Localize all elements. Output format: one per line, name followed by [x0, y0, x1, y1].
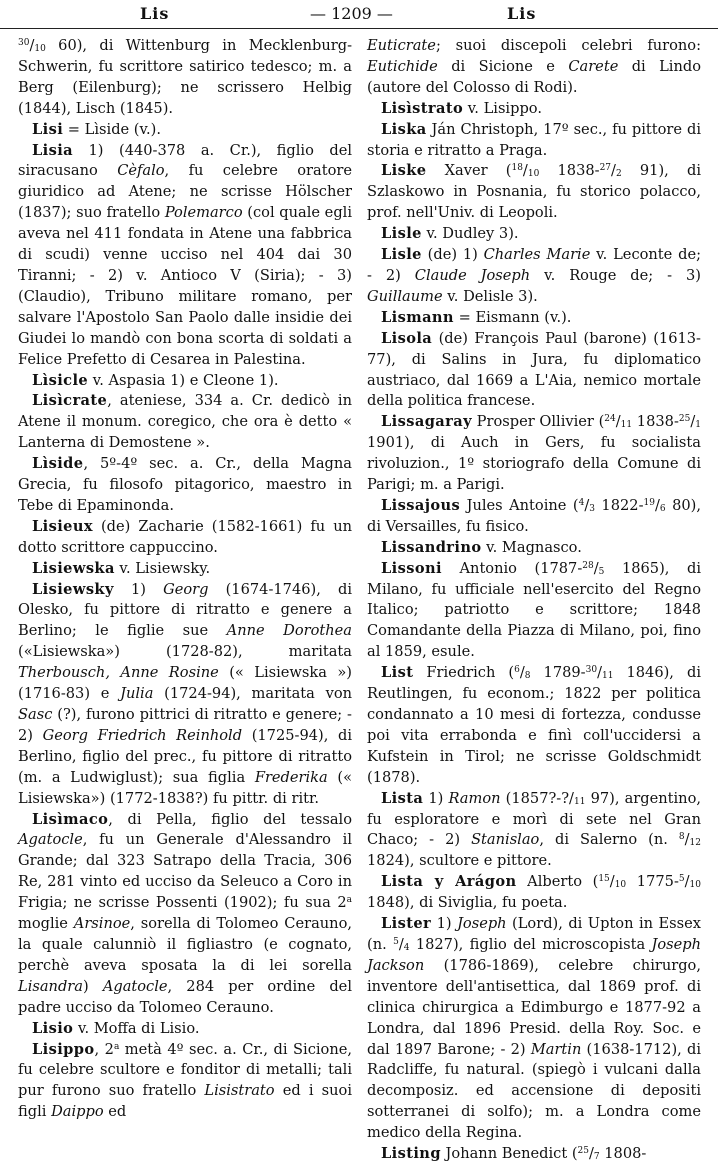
left-entry: Lìside, 5º-4º sec. a. Cr., della Magna Grecia, fu filosofo pitagorico, maestro in Tebe di Epaminonda. [18, 455, 352, 514]
right-entry: Euticrate; suoi discepoli celebri furono: Eutichide di Sicione e Carete di Lindo (autore del Colosso di Rodi). [367, 37, 701, 96]
left-entry: Lisi = Lìside (v.). [32, 120, 161, 138]
right-entry: Lissajous Jules Antoine ($^4/_3$ $1822-^{19}/_6$ 80), di Versailles, fu fisico. [367, 496, 701, 535]
left-entry: Lisio v. Moffa di Lisio. [32, 1019, 200, 1037]
right-entry: List Friedrich ($^6/_8$ $1789-^{30}/_{11}$ 1846), di Reutlingen, fu econom.; 1822 per politica condannato a 10 mesi di fortezza, condusse poi vita errabonda e finì coll'uccidersi a Kufstein in Tirol; ne scrisse Goldschmidt (1878). [367, 664, 701, 786]
page-header [0, 2, 718, 29]
right-entry: Lista y Arágon Alberto ($^{15}/_{10}$ $1775-^5/_{10}$ 1848), di Siviglia, fu poeta. [367, 873, 701, 912]
left-column [18, 36, 352, 1128]
running-head-right: Lis [507, 4, 537, 23]
left-entry: Lisiewska v. Lisiewsky. [32, 559, 211, 577]
right-entry: Listing Johann Benedict ($^{25}/_7$ 1808- [381, 1145, 647, 1163]
left-entry: Lisiewsky 1) Georg (1674-1746), di Olesko, fu pittore di ritratto e genere a Berlino; le figlie sue Anne Dorothea («Lisiewska») (1728-82), maritata Therbousch, Anne Rosine (« Lisiewska ») (1716-83) e Julia (1724-94), maritata von Sasc (?), furono pittrici di ritratto e genere; - 2) Georg Friedrich Reinhold (1725-94), di Berlino, figlio del prec., fu pittore di ritratto (m. a Ludwiglust); sua figlia Frederika (« Lisiewska») (1772-1838?) fu pittr. di ritr. [18, 580, 353, 807]
right-entry: Lisle (de) 1) Charles Marie v. Leconte de; - 2) Claude Joseph v. Rouge de; - 3) Guillaume v. Delisle 3). [367, 246, 702, 305]
right-entry: Lissoni Antonio ($1787-^{28}/_5$ 1865), di Milano, fu ufficiale nell'esercito del Regno Italico; patriotto e scrittore; 1848 Comandante della Piazza di Milano, poi, fino al 1859, esule. [367, 559, 702, 661]
right-entry: Lissandrino v. Magnasco. [381, 538, 582, 556]
left-entry: Lisìcrate, ateniese, 334 a. Cr. dedicò in Atene il monum. coregico, che ora è detto « Lanterna di Demostene ». [18, 392, 352, 452]
page-number: — 1209 — [310, 4, 393, 23]
right-entry: Lisle v. Dudley 3). [381, 225, 519, 243]
left-entry: Lisia 1) (440-378 a. Cr.), figlio del siracusano Cèfalo, fu celebre oratore giuridico ad Atene; ne scrisse Hölscher (1837); suo fratello Polemarco (col quale egli aveva nel 411 fondata in Atene una fabbrica di scudi) venne ucciso nel 404 dai 30 Tiranni; - 2) v. Antioco V (Siria); - 3) (Claudio), Tribuno militare romano, per salvare l'Apostolo San Paolo dalle insidie dei Giudei lo mandò con bona scorta di soldati a Felice Prefetto di Cesarea in Palestina. [18, 141, 352, 368]
right-entry: Liske Xaver ($^{18}/_{10}$ $1838-^{27}/_2$ 91), di Szlaskowo in Posnania, fu storico polacco, prof. nell'Univ. di Leopoli. [367, 162, 701, 222]
right-column [367, 36, 702, 1163]
right-entry: Lissagaray Prosper Ollivier ($^{24}/_{11}$ $1838-^{25}/_1$ 1901), di Auch in Gers, fu socialista rivoluzion., 1º storiografo della Comune di Parigi; m. a Parigi. [367, 413, 701, 494]
right-entry: Liska Ján Christoph, 17º sec., fu pittore di storia e ritratto a Praga. [367, 120, 701, 159]
right-entry: Lismann = Eismann (v.). [381, 308, 572, 326]
right-entry: Lista 1) Ramon ($1857?-?/_{11}$ 97), argentino, fu esploratore e morì di sete nel Gran Chaco; - 2) Stanislao, di Salerno (n. $^8/_{12}$ 1824), scultore e pittore. [367, 789, 702, 870]
left-entry: Lisìmaco, di Pella, figlio del tessalo Agatocle, fu un Generale d'Alessandro il Grande; dal 323 Satrapo della Tracia, 306 Re, 281 vinto ed ucciso da Seleuco a Coro in Frigia; ne scrisse Possenti (1902); fu sua 2$^a$ moglie Arsinoe, sorella di Tolomeo Cerauno, la quale calunniò il figliastro (e cognato, perchè aveva sposata la di lei sorella Lisandra) Agatocle, 284 per ordine del padre ucciso da Tolomeo Cerauno. [18, 810, 353, 1016]
left-entry: Lisieux (de) Zacharie (1582-1661) fu un dotto scrittore cappuccino. [18, 517, 352, 556]
running-head-left: Lis [140, 4, 170, 23]
right-entry: Lisola (de) François Paul (barone) (1613-77), di Salins in Jura, fu diplomatico austriaco, dal 1669 a L'Aia, nemico mortale della politica francese. [367, 329, 701, 410]
right-entry: Lister 1) Joseph (Lord), di Upton in Essex (n. $^5/_4$ 1827), figlio del microscopista Joseph Jackson (1786-1869), celebre chirurgo, inventore dell'antisettica, dal 1869 prof. di clinica chirurgica a Edimburgo e 1877-92 a Londra, dal 1896 Presid. della Roy. Soc. e dal 1897 Barone; - 2) Martin (1638-1712), di Radcliffe, fu natural. (spiegò i vulcani dalla decomposiz. ed accensione di depositi sotterranei di solfo); m. a Londra come medico della Regina. [367, 915, 702, 1142]
left-entry: Lisippo, 2$^a$ metà 4º sec. a. Cr., di Sicione, fu celebre scultore e fonditor di metalli; tali pur furono suo fratello Lisistrato ed i suoi figli Daippo ed [18, 1040, 352, 1121]
left-entry: Lìsicle v. Aspasia 1) e Cleone 1). [32, 371, 279, 389]
left-entry: $^{30}/_{10}$ 60), di Wittenburg in Mecklenburg-Schwerin, fu scrittore satirico tedesco; m. a Berg (Eilenburg); ne scrissero Helbig (1844), Lisch (1845). [18, 37, 352, 117]
right-entry: Lisìstrato v. Lisippo. [381, 99, 542, 117]
